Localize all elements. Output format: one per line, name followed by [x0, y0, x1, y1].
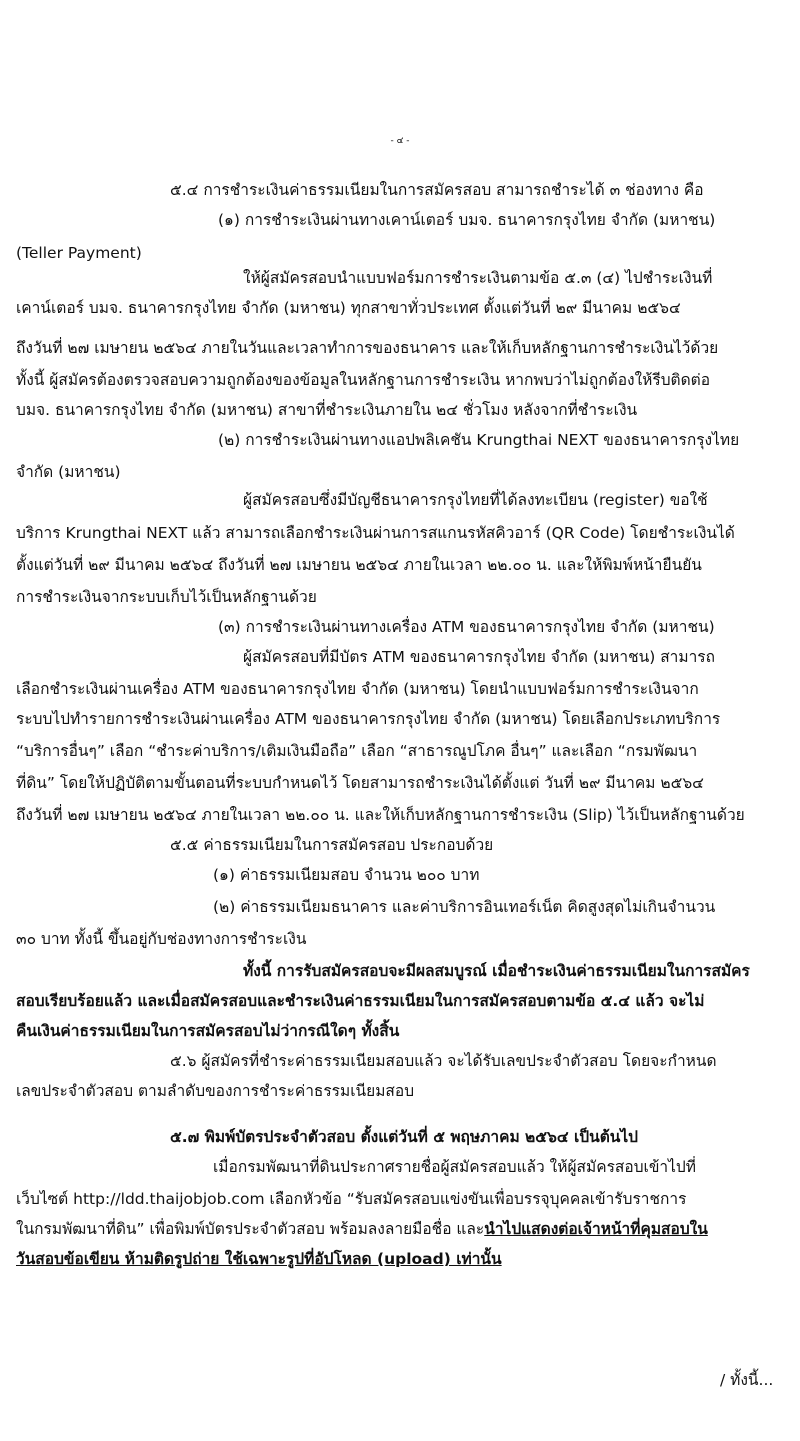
section-5-5-heading: ๕.๕ ค่าธรรมเนียมในการสมัครสอบ ประกอบด้วย [170, 836, 494, 854]
channel-3-title: (๓) การชำระเงินผ่านทางเครื่อง ATM ของธนาคารกรุงไทย จำกัด (มหาชน) [218, 618, 715, 636]
channel-3-body-line: ระบบไปทำรายการชำระเงินผ่านเครื่อง ATM ของธนาคารกรุงไทย จำกัด (มหาชน) โดยเลือกประเภทบริการ [16, 710, 721, 728]
channel-2-body-line: ผู้สมัครสอบซึ่งมีบัญชีธนาคารกรุงไทยที่ได้ลงทะเบียน (register) ขอใช้ [243, 491, 708, 509]
fee-item-1: (๑) ค่าธรรมเนียมสอบ จำนวน ๒๐๐ บาท [213, 866, 480, 884]
channel-3-body-line: ถึงวันที่ ๒๗ เมษายน ๒๕๖๔ ภายในเวลา ๒๒.๐๐ น. และให้เก็บหลักฐานการชำระเงิน (Slip) ไว้เป็นหลักฐานด้วย [16, 806, 745, 824]
section-5-7-line: เมื่อกรมพัฒนาที่ดินประกาศรายชื่อผู้สมัครสอบแล้ว ให้ผู้สมัครสอบเข้าไปที่ [213, 1158, 696, 1176]
channel-1-body-line: เคาน์เตอร์ บมจ. ธนาคารกรุงไทย จำกัด (มหาชน) ทุกสาขาทั่วประเทศ ตั้งแต่วันที่ ๒๙ มีนาคม ๒๕๖๔ [16, 299, 681, 317]
channel-1-body-line: บมจ. ธนาคารกรุงไทย จำกัด (มหาชน) สาขาที่ชำระเงินภายใน ๒๔ ชั่วโมง หลังจากที่ชำระเงิน [16, 401, 638, 419]
channel-1-title: (๑) การชำระเงินผ่านทางเคาน์เตอร์ บมจ. ธนาคารกรุงไทย จำกัด (มหาชน) [218, 211, 716, 229]
channel-3-body-line: ผู้สมัครสอบที่มีบัตร ATM ของธนาคารกรุงไทย จำกัด (มหาชน) สามารถ [243, 648, 715, 666]
section-5-7-line: เว็บไซต์ http://ldd.thaijobjob.com เลือกหัวข้อ “รับสมัครสอบแข่งขันเพื่อบรรจุบุคคลเข้ารับราชการ [16, 1190, 687, 1208]
section-5-6-line: เลขประจำตัวสอบ ตามลำดับของการชำระค่าธรรมเนียมสอบ [16, 1082, 415, 1100]
fee-item-2-cont: ๓๐ บาท ทั้งนี้ ขึ้นอยู่กับช่องทางการชำระเงิน [16, 930, 307, 948]
bold-note-line: ทั้งนี้ การรับสมัครสอบจะมีผลสมบูรณ์ เมื่อชำระเงินค่าธรรมเนียมในการสมัคร [243, 962, 750, 980]
section-5-7-heading: ๕.๗ พิมพ์บัตรประจำตัวสอบ ตั้งแต่วันที่ ๕ พฤษภาคม ๒๕๖๔ เป็นต้นไป [170, 1128, 638, 1146]
section-5-7-line [16, 1219, 708, 1239]
channel-2-title-cont: จำกัด (มหาชน) [16, 463, 121, 481]
channel-2-body-line: การชำระเงินจากระบบเก็บไว้เป็นหลักฐานด้วย [16, 588, 317, 606]
page-number: - ๔ - [390, 136, 410, 146]
continuation-marker: / ทั้งนี้... [720, 1371, 774, 1389]
channel-1-body-line: ถึงวันที่ ๒๗ เมษายน ๒๕๖๔ ภายในวันและเวลาทำการของธนาคาร และให้เก็บหลักฐานการชำระเงินไว้ด้วย [16, 339, 719, 357]
channel-3-body-line: เลือกชำระเงินผ่านเครื่อง ATM ของธนาคารกรุงไทย จำกัด (มหาชน) โดยนำแบบฟอร์มการชำระเงินจาก [16, 680, 699, 698]
bold-note-line: คืนเงินค่าธรรมเนียมในการสมัครสอบไม่ว่ากรณีใดๆ ทั้งสิ้น [16, 1022, 400, 1040]
channel-2-body-line: ตั้งแต่วันที่ ๒๙ มีนาคม ๒๕๖๔ ถึงวันที่ ๒๗ เมษายน ๒๕๖๔ ภายในเวลา ๒๒.๐๐ น. และให้พิมพ์หน้ายืนยัน [16, 556, 702, 574]
underlined-bold-instruction: นำไปแสดงต่อเจ้าหน้าที่คุมสอบใน [484, 1220, 708, 1238]
fee-item-2: (๒) ค่าธรรมเนียมธนาคาร และค่าบริการอินเทอร์เน็ต คิดสูงสุดไม่เกินจำนวน [213, 898, 716, 916]
section-5-7-line-text: ในกรมพัฒนาที่ดิน” เพื่อพิมพ์บัตรประจำตัวสอบ พร้อมลงลายมือชื่อ และ [16, 1220, 485, 1238]
channel-1-body-line: ให้ผู้สมัครสอบนำแบบฟอร์มการชำระเงินตามข้อ ๕.๓ (๔) ไปชำระเงินที่ [243, 269, 713, 287]
underlined-bold-instruction: วันสอบข้อเขียน ห้ามติดรูปถ่าย ใช้เฉพาะรูปที่อัปโหลด (upload) เท่านั้น [16, 1250, 502, 1268]
channel-3-body-line: “บริการอื่นๆ” เลือก “ชำระค่าบริการ/เติมเงินมือถือ” เลือก “สาธารณูปโภค อื่นๆ” และเลือก “กรมพัฒนา [16, 742, 698, 760]
channel-1-title-cont: (Teller Payment) [16, 244, 142, 262]
channel-1-body-line: ทั้งนี้ ผู้สมัครต้องตรวจสอบความถูกต้องของข้อมูลในหลักฐานการชำระเงิน หากพบว่าไม่ถูกต้องให้รีบติดต่อ [16, 371, 711, 389]
section-5-6-line: ๕.๖ ผู้สมัครที่ชำระค่าธรรมเนียมสอบแล้ว จะได้รับเลขประจำตัวสอบ โดยจะกำหนด [170, 1052, 717, 1070]
channel-3-body-line: ที่ดิน” โดยให้ปฏิบัติตามขั้นตอนที่ระบบกำหนดไว้ โดยสามารถชำระเงินได้ตั้งแต่ วันที่ ๒๙ มีนาคม ๒๕๖๔ [16, 774, 704, 792]
section-5-4-heading: ๕.๔ การชำระเงินค่าธรรมเนียมในการสมัครสอบ สามารถชำระได้ ๓ ช่องทาง คือ [170, 181, 704, 199]
channel-2-body-line: บริการ Krungthai NEXT แล้ว สามารถเลือกชำระเงินผ่านการสแกนรหัสคิวอาร์ (QR Code) โดยชำระเงินได้ [16, 524, 735, 542]
channel-2-title: (๒) การชำระเงินผ่านทางแอปพลิเคชัน Krungthai NEXT ของธนาคารกรุงไทย [218, 431, 740, 449]
bold-note-line: สอบเรียบร้อยแล้ว และเมื่อสมัครสอบและชำระเงินค่าธรรมเนียมในการสมัครสอบตามข้อ ๕.๔ แล้ว จะไม่ [16, 992, 705, 1010]
